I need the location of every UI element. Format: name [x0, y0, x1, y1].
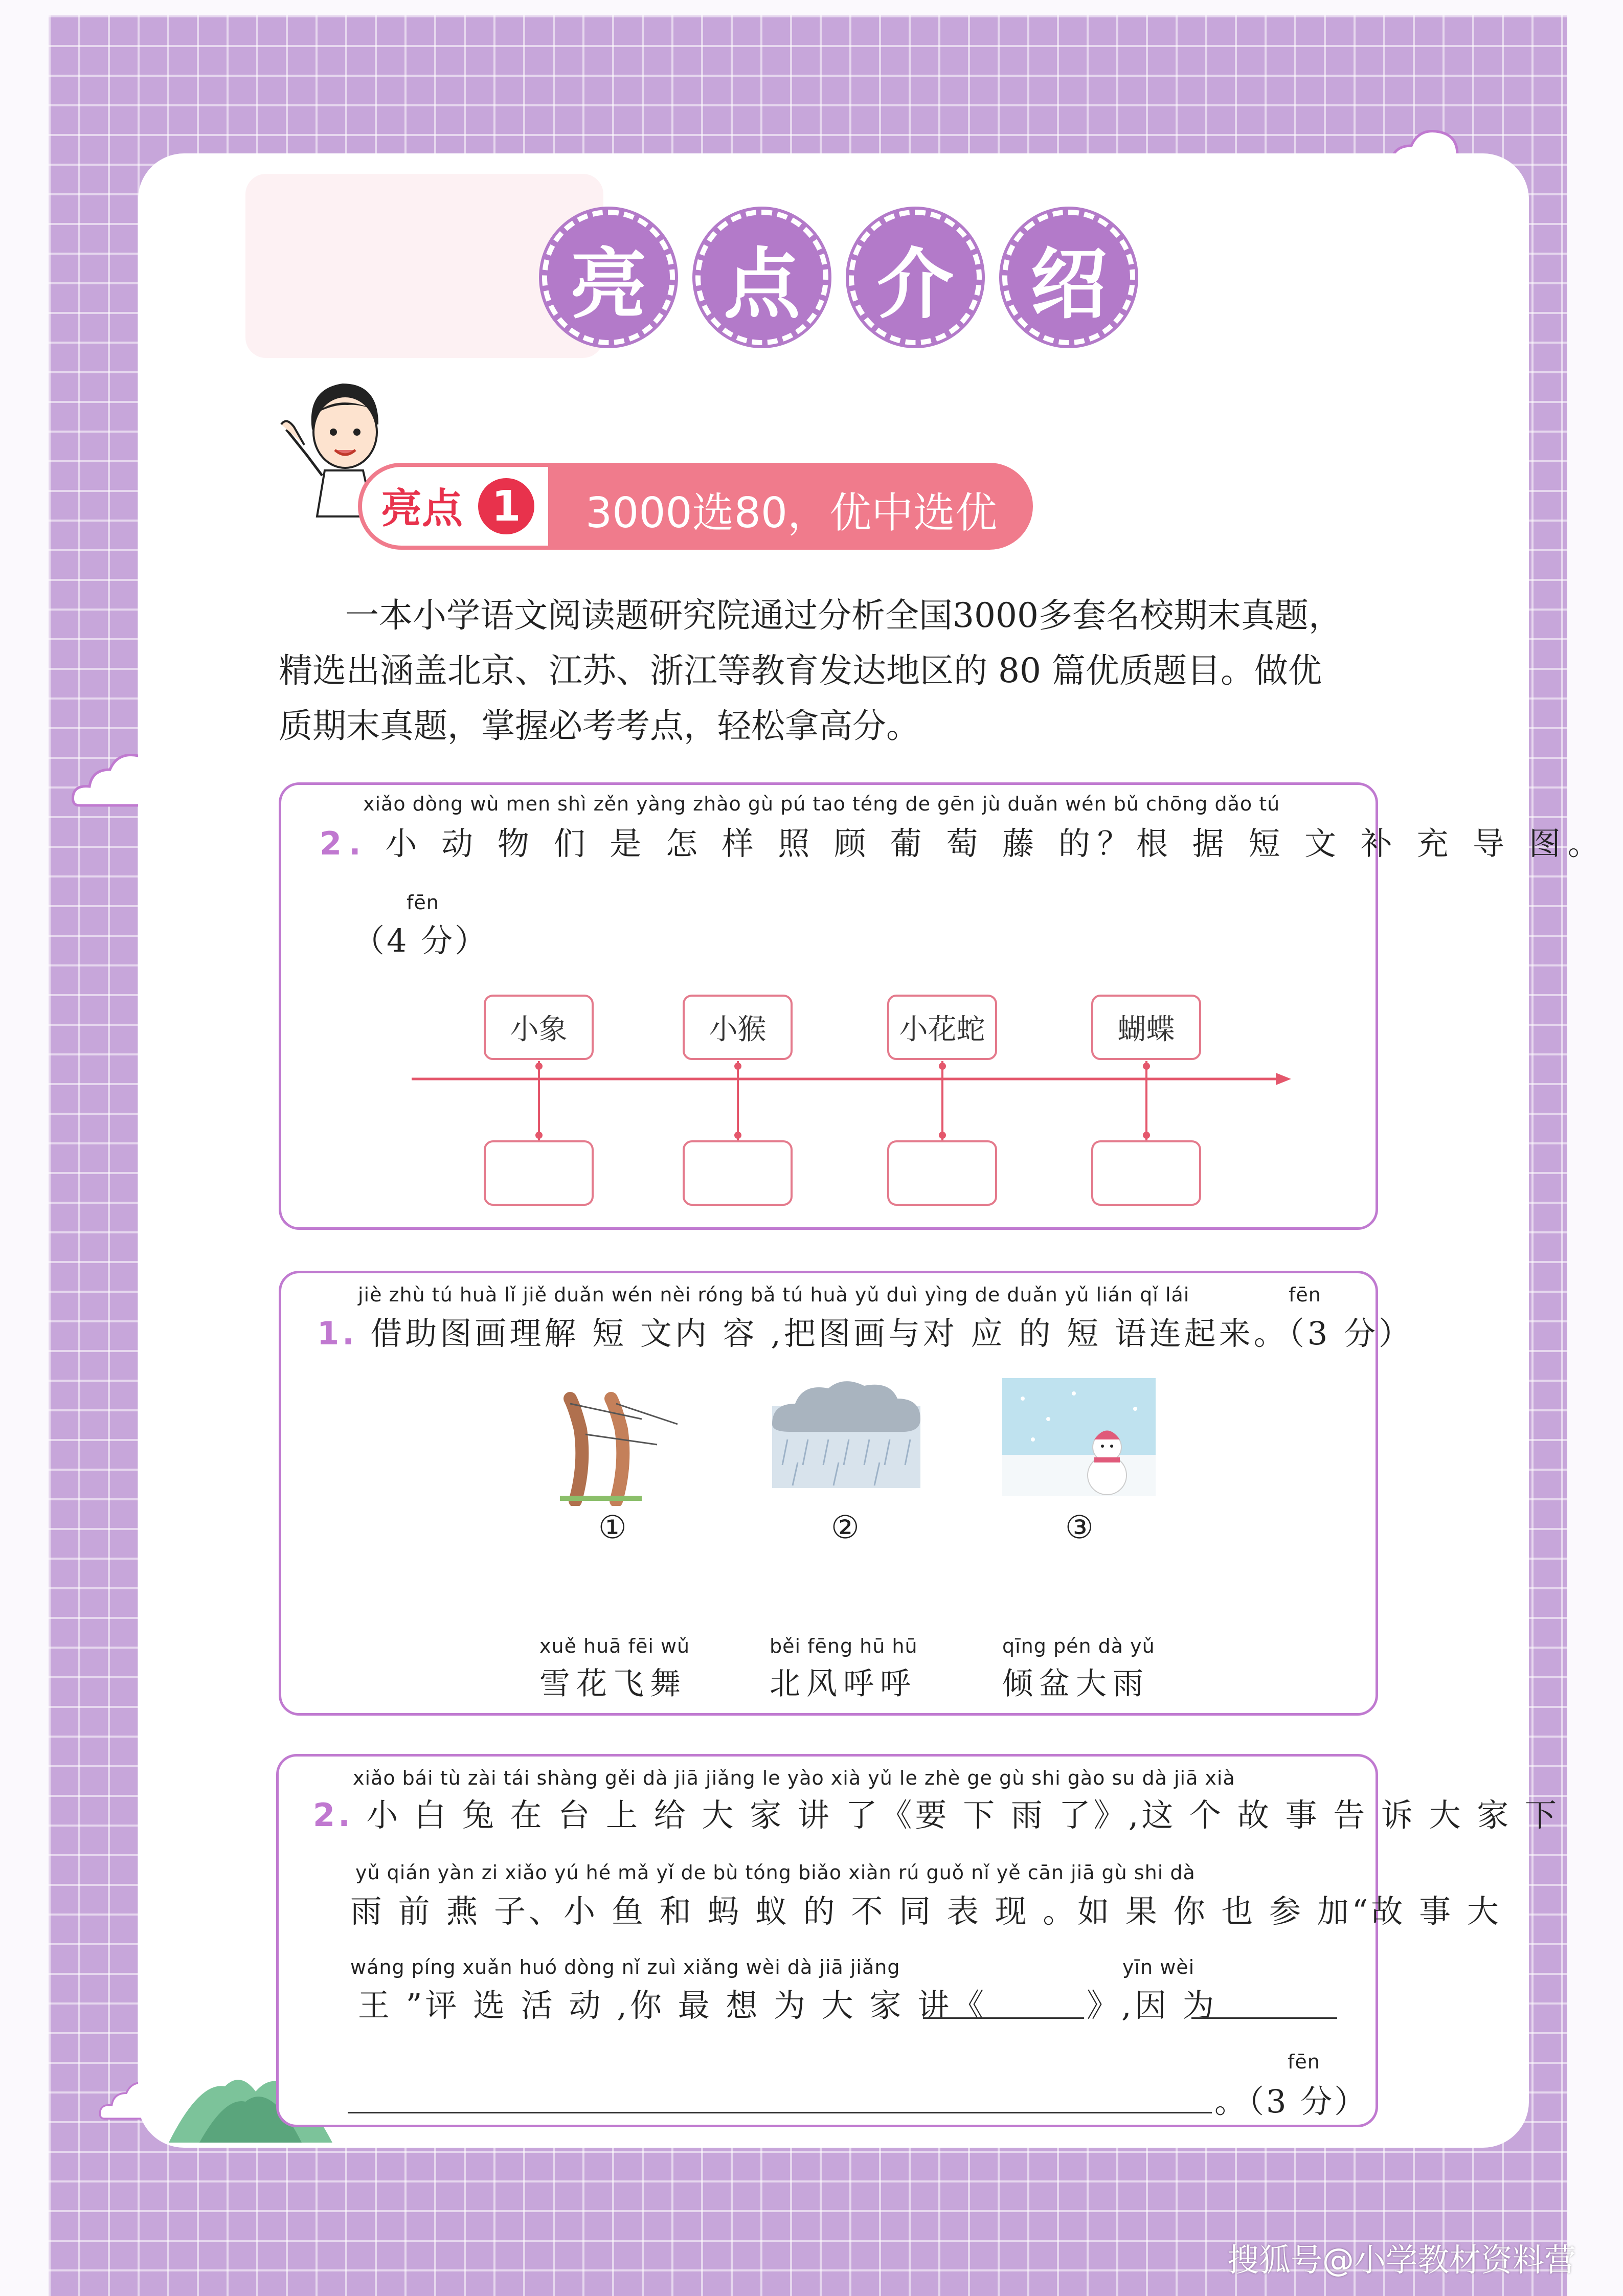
pinyin-line: yǔ qián yàn zi xiǎo yú hé mǎ yǐ de bù tóng biǎo xiàn rú guǒ nǐ yě cān jiā gù shi dà	[355, 1861, 1196, 1884]
answer-blank-box[interactable]	[1091, 1140, 1201, 1206]
pinyin-fen: fēn	[1289, 1284, 1321, 1306]
title-char: 介	[849, 210, 982, 345]
question-number: 1.	[317, 1315, 357, 1352]
highlight-text: 3000选80，优中选优	[585, 489, 998, 537]
question-score: （4 分）	[353, 922, 489, 959]
pinyin-line: xiǎo bái tù zài tái shàng gěi dà jiā jiǎng le yào xià yǔ le zhè ge gù shi gào su dà jiā xià	[353, 1767, 1235, 1789]
pinyin-fen: fēn	[1288, 2051, 1320, 2073]
pinyin-line: jiè zhù tú huà lǐ jiě duǎn wén nèi róng bǎ tú huà yǔ duì yìng de duǎn yǔ lián qǐ lái	[358, 1284, 1190, 1306]
question-line: 小 白 兔 在 台 上 给 大 家 讲 了《要 下 雨 了》,这 个 故 事 告 诉 大 家 下	[366, 1796, 1560, 1834]
highlight-label: 亮点	[381, 485, 463, 532]
windy-trees-icon	[539, 1388, 688, 1506]
intro-line: 精选出涵盖北京、江苏、浙江等教育发达地区的 80 篇优质题目。做优	[279, 651, 1322, 690]
snowman-icon	[1002, 1378, 1156, 1496]
question-line: 》,因 为	[1087, 1987, 1218, 2024]
mindmap-node: 小猴	[683, 995, 793, 1060]
intro-paragraph	[279, 588, 1393, 754]
mindmap-node: 蝴蝶	[1091, 995, 1201, 1060]
question-text	[317, 1308, 1413, 1354]
reason-blank[interactable]	[1191, 2017, 1337, 2019]
question-text	[320, 818, 1607, 864]
rain-cloud-icon	[767, 1376, 926, 1493]
question-text	[313, 1790, 1560, 1835]
title-char: 点	[695, 210, 828, 345]
question-score: 。（3 分）	[1214, 2083, 1368, 2120]
question-line: 王 ”评 选 活 动 ,你 最 想 为 大 家 讲《	[358, 1987, 987, 2024]
question-line: 雨 前 燕 子、小 鱼 和 蚂 蚁 的 不 同 表 现 。如 果 你 也 参 加“故 事 大	[350, 1893, 1502, 1930]
picture-mark: ②	[831, 1509, 860, 1546]
answer-blank-box[interactable]	[683, 1140, 793, 1206]
question-number: 2.	[320, 825, 368, 862]
phrase-text: 雪花飞舞	[539, 1666, 687, 1702]
mindmap-node: 小象	[484, 995, 594, 1060]
phrase-text: 倾盆大雨	[1002, 1666, 1149, 1702]
phrase-pinyin: xuě huā fēi wǔ	[539, 1635, 690, 1657]
title-char: 绍	[1002, 210, 1135, 345]
question-body: 小 动 物 们 是 怎 样 照 顾 葡 萄 藤 的？根 据 短 文 补 充 导 图。	[385, 825, 1607, 862]
title-blank[interactable]	[923, 2017, 1084, 2019]
intro-line: 质期末真题，掌握必考考点，轻松拿高分。	[279, 706, 920, 746]
reason-blank-line2[interactable]	[348, 2112, 1212, 2113]
pinyin-line: xiǎo dòng wù men shì zěn yàng zhào gù pú tao téng de gēn jù duǎn wén bǔ chōng dǎo tú	[363, 793, 1280, 815]
question-number: 2.	[313, 1796, 353, 1834]
intro-line: 一本小学语文阅读题研究院通过分析全国3000多套名校期末真题，	[345, 596, 1342, 635]
mindmap-node: 小花蛇	[887, 995, 997, 1060]
question-body: 借助图画理解 短 文内 容 ,把图画与对 应 的 短 语连起来。（3 分）	[370, 1315, 1413, 1352]
phrase-text: 北风呼呼	[770, 1666, 917, 1702]
answer-blank-box[interactable]	[484, 1140, 594, 1206]
watermark: 搜狐号@小学教材资料营	[1227, 2241, 1576, 2279]
picture-mark: ①	[598, 1509, 627, 1546]
highlight-number-badge: 1	[478, 478, 534, 534]
phrase-pinyin: qīng pén dà yǔ	[1002, 1635, 1155, 1657]
page-title	[542, 210, 1135, 348]
picture-mark: ③	[1065, 1509, 1094, 1546]
pinyin-fen: fēn	[407, 891, 439, 914]
phrase-pinyin: běi fēng hū hū	[770, 1635, 918, 1657]
pinyin-line: yīn wèi	[1122, 1956, 1195, 1978]
pinyin-line: wáng píng xuǎn huó dòng nǐ zuì xiǎng wèi dà jiā jiǎng	[350, 1956, 900, 1978]
mindmap-connectors	[460, 1061, 1227, 1143]
title-char: 亮	[542, 210, 675, 345]
answer-blank-box[interactable]	[887, 1140, 997, 1206]
